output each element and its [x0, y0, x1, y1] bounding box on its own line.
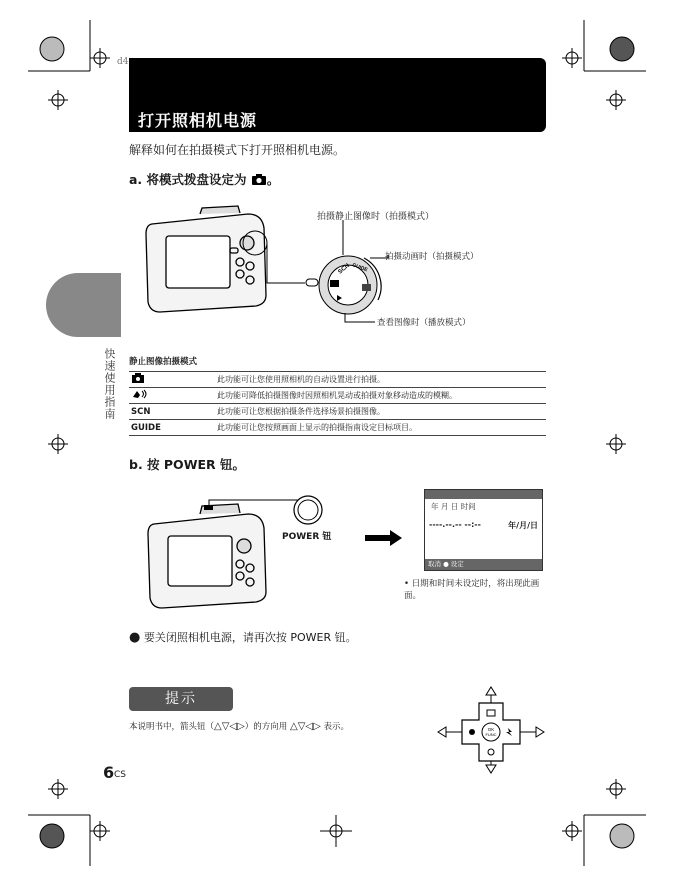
- power-label: POWER 钮: [282, 532, 332, 542]
- camera-icon: [251, 173, 267, 185]
- hint-text: [129, 720, 349, 732]
- erase-icon: [487, 710, 495, 716]
- dial-guide-label: GUIDE: [351, 262, 369, 274]
- lcd-footer: 取消 ● 设定: [425, 559, 542, 570]
- arrow-right-icon: [536, 727, 544, 737]
- modes-table-title: 静止图像拍摄模式: [129, 357, 198, 367]
- arrow-keys-icon: △▽◁▷: [214, 721, 245, 732]
- date-time-screen: [424, 489, 543, 571]
- page-title: 打开照相机电源: [138, 111, 258, 130]
- hint-text-a: 本说明书中，箭头钮（: [129, 722, 215, 732]
- bullet-icon: ●: [129, 630, 141, 645]
- arrow-pad-diagram: [436, 686, 546, 778]
- macro-icon: [469, 729, 475, 735]
- hint-title: 提示: [129, 687, 233, 711]
- step-a-text: a. 将模式拨盘设定为: [129, 172, 247, 187]
- mode-desc: 此功能可降低拍摄图像时因照相机晃动或拍摄对象移动造成的模糊。: [215, 388, 546, 404]
- dial-camera-icon: [330, 280, 339, 287]
- ok-label: OK: [487, 727, 495, 732]
- mode-desc: 此功能可让您使用照相机的自动设置进行拍摄。: [215, 372, 546, 388]
- table-row: [129, 388, 546, 404]
- lcd-note-text: 日期和时间未设定时，将出现此画面。: [404, 579, 540, 601]
- table-row: [129, 404, 546, 420]
- arrow-left-icon: [438, 727, 446, 737]
- bullet-icon: •: [404, 579, 410, 589]
- lcd-header-bar: [425, 490, 542, 499]
- intro-text: 解释如何在拍摄模式下打开照相机电源。: [129, 143, 346, 157]
- func-label: FUNC: [485, 732, 497, 737]
- step-b: b. 按 POWER 钮。: [129, 457, 245, 472]
- mode-desc: 此功能可让您按照画面上显示的拍摄指南设定目标项目。: [215, 420, 546, 436]
- mode-label: GUIDE: [129, 420, 215, 436]
- lcd-note: [404, 578, 549, 602]
- table-row: [129, 372, 546, 388]
- hint-text-c: 表示。: [323, 722, 349, 732]
- page-code: d4: [117, 57, 129, 67]
- playback-mode-label: 查看图像时（播放模式）: [377, 318, 471, 328]
- lcd-format: 年/月/日: [508, 521, 538, 530]
- camera-icon: [131, 373, 145, 383]
- off-note-text: 要关闭照相机电源，请再次按 POWER 钮。: [143, 631, 357, 644]
- movie-mode-label: 拍摄动画时（拍摄模式）: [385, 252, 479, 262]
- dial-movie-icon: [362, 284, 371, 291]
- still-mode-label: 拍摄静止图像时（拍摄模式）: [317, 212, 435, 222]
- hand-shake-icon: [131, 389, 149, 399]
- mode-desc: 此功能可让您根据拍摄条件选择场景拍摄图像。: [215, 404, 546, 420]
- page-suffix: CS: [114, 770, 126, 780]
- mode-icon-cell: [129, 388, 215, 404]
- arrow-keys-icon: △▽◁▷: [290, 721, 321, 732]
- lcd-value-row: [425, 514, 542, 537]
- arrow-down-icon: [486, 765, 496, 773]
- page-number: 6: [103, 763, 115, 782]
- table-row: [129, 420, 546, 436]
- step-a: [129, 170, 279, 188]
- side-tab-label: 快速使用指南: [103, 348, 116, 420]
- mode-icon-cell: [129, 372, 215, 388]
- arrow-right-icon: [365, 530, 402, 546]
- lcd-header: 年 月 日 时间: [431, 502, 476, 511]
- hint-text-b: ）的方向用: [244, 722, 288, 732]
- side-tab: [46, 273, 121, 337]
- arrow-up-icon: [486, 687, 496, 695]
- lcd-value: ----.--.-- --:--: [429, 520, 481, 529]
- camera-power-illustration: [140, 490, 420, 610]
- off-note: [129, 629, 357, 645]
- modes-table: [129, 371, 546, 436]
- mode-label: SCN: [129, 404, 215, 420]
- dial-scn-label: SCN: [337, 262, 351, 276]
- step-a-end: 。: [266, 172, 280, 187]
